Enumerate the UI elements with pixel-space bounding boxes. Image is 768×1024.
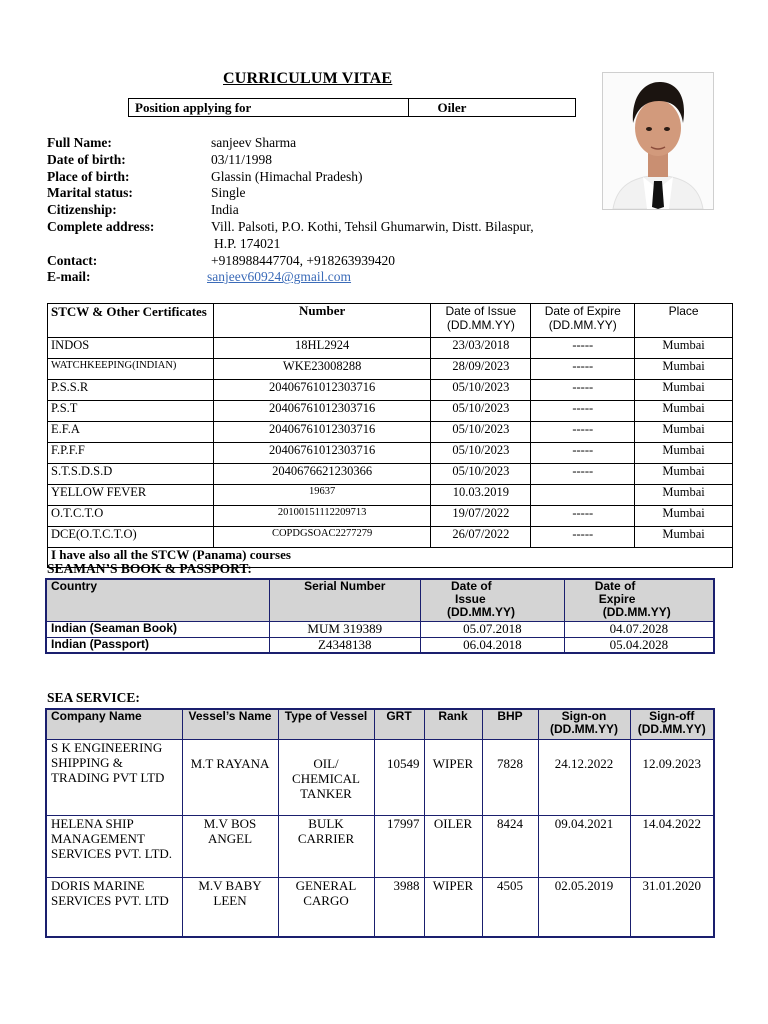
personal-labels <box>47 135 154 286</box>
dob-label: Date of birth: <box>47 151 126 167</box>
table-row <box>46 637 714 653</box>
sb-header-expire-l1: Date of <box>594 579 636 593</box>
cert-issue-date: 05/10/2023 <box>431 401 531 422</box>
ss-signon: 09.04.2021 <box>538 815 630 877</box>
cert-expire-date: ----- <box>531 380 635 401</box>
table-row <box>48 527 733 548</box>
certificates-table <box>47 303 733 568</box>
cert-expire-date: ----- <box>531 506 635 527</box>
sb-header-expire-l3: (DD.MM.YY) <box>602 605 671 619</box>
email-label: E-mail: <box>47 269 91 285</box>
ss-header-company: Company Name <box>46 709 182 739</box>
cert-issue-date: 26/07/2022 <box>431 527 531 548</box>
cert-issue-date: 28/09/2023 <box>431 359 531 380</box>
cert-place: Mumbai <box>635 464 733 485</box>
full-name-value: sanjeev Sharma <box>211 135 297 150</box>
ss-company: HELENA SHIP MANAGEMENT SERVICES PVT. LTD. <box>46 815 182 877</box>
full-name-label: Full Name: <box>47 135 112 150</box>
position-applying-box <box>128 98 576 117</box>
cert-footer-note: I have also all the STCW (Panama) courses <box>48 548 733 568</box>
address-value-line2: H.P. 174021 <box>214 235 281 251</box>
cert-issue-date: 05/10/2023 <box>431 422 531 443</box>
ss-company: DORIS MARINE SERVICES PVT. LTD <box>46 877 182 937</box>
ss-rank: WIPER <box>424 877 482 937</box>
sb-header-expire-l2: Expire <box>598 592 636 606</box>
cert-name: F.P.F.F <box>48 443 214 464</box>
ss-type: OIL/ CHEMICAL TANKER <box>278 739 374 815</box>
ss-vessel: M.V BOS ANGEL <box>182 815 278 877</box>
ss-company: S K ENGINEERING SHIPPING & TRADING PVT LTD <box>46 739 182 815</box>
ss-rank: OILER <box>424 815 482 877</box>
cert-place: Mumbai <box>635 527 733 548</box>
document-title: CURRICULUM VITAE <box>223 70 393 87</box>
table-row <box>48 443 733 464</box>
ss-bhp: 4505 <box>482 877 538 937</box>
ss-bhp: 8424 <box>482 815 538 877</box>
ss-vessel: M.V BABY LEEN <box>182 877 278 937</box>
sb-country: Indian (Passport) <box>46 637 269 653</box>
table-row <box>46 877 714 937</box>
ss-grt: 3988 <box>374 877 424 937</box>
address-label: Complete address: <box>47 218 155 234</box>
table-row <box>48 359 733 380</box>
cert-header-expire <box>531 304 635 338</box>
ss-type: GENERAL CARGO <box>278 877 374 937</box>
sb-serial: MUM 319389 <box>269 621 420 637</box>
cert-header-name: STCW & Other Certificates <box>48 304 214 338</box>
table-row <box>48 506 733 527</box>
table-row <box>46 739 714 815</box>
cert-expire-date: ----- <box>531 401 635 422</box>
ss-signoff: 12.09.2023 <box>630 739 714 815</box>
cert-expire-date: ----- <box>531 359 635 380</box>
cert-expire-date <box>531 485 635 506</box>
cert-header-expire-l1: Date of Expire <box>544 304 621 318</box>
ss-rank: WIPER <box>424 739 482 815</box>
sb-header-issue-l1: Date of <box>451 579 492 593</box>
cert-place: Mumbai <box>635 506 733 527</box>
cert-number: 18HL2924 <box>213 338 431 359</box>
cert-number: 20406761012303716 <box>213 401 431 422</box>
profile-photo <box>602 72 714 210</box>
cert-name: DCE(O.T.C.T.O) <box>48 527 214 548</box>
cert-header-place: Place <box>635 304 733 338</box>
citizenship-label: Citizenship: <box>47 202 117 218</box>
cert-header-issue <box>431 304 531 338</box>
cert-name: E.F.A <box>48 422 214 443</box>
cert-header-expire-l2: (DD.MM.YY) <box>548 318 617 332</box>
sb-serial: Z4348138 <box>269 637 420 653</box>
sb-issue-date: 05.07.2018 <box>421 621 565 637</box>
ss-header-bhp: BHP <box>482 709 538 739</box>
cert-header-number: Number <box>213 304 431 338</box>
cert-issue-date: 05/10/2023 <box>431 443 531 464</box>
seamans-book-table <box>45 578 715 654</box>
cert-number: 20100151112209713 <box>213 506 431 527</box>
person-photo-icon <box>603 73 713 209</box>
ss-grt: 17997 <box>374 815 424 877</box>
cert-name: O.T.C.T.O <box>48 506 214 527</box>
cert-place: Mumbai <box>635 380 733 401</box>
ss-header-vessel: Vessel’s Name <box>182 709 278 739</box>
pob-label: Place of birth: <box>47 168 130 184</box>
cert-issue-date: 23/03/2018 <box>431 338 531 359</box>
table-row <box>48 464 733 485</box>
cert-expire-date: ----- <box>531 527 635 548</box>
cert-number: 20406761012303716 <box>213 443 431 464</box>
sb-issue-date: 06.04.2018 <box>421 637 565 653</box>
cert-number: WKE23008288 <box>213 359 431 380</box>
table-row <box>48 422 733 443</box>
table-row <box>48 338 733 359</box>
sea-service-table <box>45 708 715 938</box>
cert-place: Mumbai <box>635 485 733 506</box>
cert-issue-date: 10.03.2019 <box>431 485 531 506</box>
sb-header-serial: Serial Number <box>269 579 420 621</box>
ss-vessel: M.T RAYANA <box>182 739 278 815</box>
cert-name: YELLOW FEVER <box>48 485 214 506</box>
table-row <box>48 380 733 401</box>
cert-number: 2040676621230366 <box>213 464 431 485</box>
table-row <box>46 621 714 637</box>
contact-label: Contact: <box>47 252 98 268</box>
sb-header-issue <box>421 579 565 621</box>
marital-value: Single <box>211 185 246 201</box>
cert-name: WATCHKEEPING(INDIAN) <box>48 359 214 380</box>
table-row <box>46 815 714 877</box>
cert-name: INDOS <box>48 338 214 359</box>
cert-header-issue-l2: (DD.MM.YY) <box>446 318 515 332</box>
contact-value: +918988447704, +918263939420 <box>211 252 395 268</box>
ss-header-grt: GRT <box>374 709 424 739</box>
ss-type: BULK CARRIER <box>278 815 374 877</box>
pob-value: Glassin (Himachal Pradesh) <box>211 168 363 184</box>
cert-issue-date: 05/10/2023 <box>431 380 531 401</box>
cert-header-issue-l1: Date of Issue <box>445 304 517 318</box>
position-label: Position applying for <box>129 99 409 116</box>
sb-expire-date: 04.07.2028 <box>564 621 714 637</box>
cert-place: Mumbai <box>635 422 733 443</box>
ss-signon: 24.12.2022 <box>538 739 630 815</box>
sb-country: Indian (Seaman Book) <box>46 621 269 637</box>
cert-number: 20406761012303716 <box>213 422 431 443</box>
marital-label: Marital status: <box>47 185 133 201</box>
cert-place: Mumbai <box>635 338 733 359</box>
personal-values <box>207 135 534 286</box>
ss-signoff: 31.01.2020 <box>630 877 714 937</box>
table-row <box>48 485 733 506</box>
sb-header-expire <box>564 579 714 621</box>
ss-bhp: 7828 <box>482 739 538 815</box>
cert-expire-date: ----- <box>531 443 635 464</box>
sb-header-issue-l2: Issue <box>455 592 486 606</box>
cert-name: P.S.T <box>48 401 214 422</box>
cert-expire-date: ----- <box>531 464 635 485</box>
cert-number: 19637 <box>213 485 431 506</box>
ss-signon: 02.05.2019 <box>538 877 630 937</box>
ss-header-type: Type of Vessel <box>278 709 374 739</box>
table-row <box>48 401 733 422</box>
cert-name: S.T.S.D.S.D <box>48 464 214 485</box>
cert-expire-date: ----- <box>531 338 635 359</box>
ss-header-rank: Rank <box>424 709 482 739</box>
cert-number: 20406761012303716 <box>213 380 431 401</box>
ss-grt: 10549 <box>374 739 424 815</box>
sb-header-country: Country <box>46 579 269 621</box>
cert-place: Mumbai <box>635 359 733 380</box>
cert-issue-date: 19/07/2022 <box>431 506 531 527</box>
ss-header-signon: Sign-on (DD.MM.YY) <box>538 709 630 739</box>
sb-expire-date: 05.04.2028 <box>564 637 714 653</box>
position-value: Oiler <box>437 100 467 115</box>
cert-name: P.S.S.R <box>48 380 214 401</box>
ss-signoff: 14.04.2022 <box>630 815 714 877</box>
cert-place: Mumbai <box>635 401 733 422</box>
citizenship-value: India <box>211 202 239 218</box>
email-link[interactable]: sanjeev60924@gmail.com <box>207 269 352 285</box>
dob-value: 03/11/1998 <box>211 151 273 167</box>
ss-header-signoff: Sign-off (DD.MM.YY) <box>630 709 714 739</box>
sb-header-issue-l3: (DD.MM.YY) <box>447 605 515 619</box>
cert-issue-date: 05/10/2023 <box>431 464 531 485</box>
cert-place: Mumbai <box>635 443 733 464</box>
cert-number: COPDGSOAC2277279 <box>213 527 431 548</box>
seamans-book-heading: SEAMAN’S BOOK & PASSPORT: <box>47 561 252 576</box>
address-value: Vill. Palsoti, P.O. Kothi, Tehsil Ghumarwin, Distt. Bilaspur, <box>211 218 534 234</box>
sea-service-heading: SEA SERVICE: <box>47 690 140 705</box>
cert-expire-date: ----- <box>531 422 635 443</box>
